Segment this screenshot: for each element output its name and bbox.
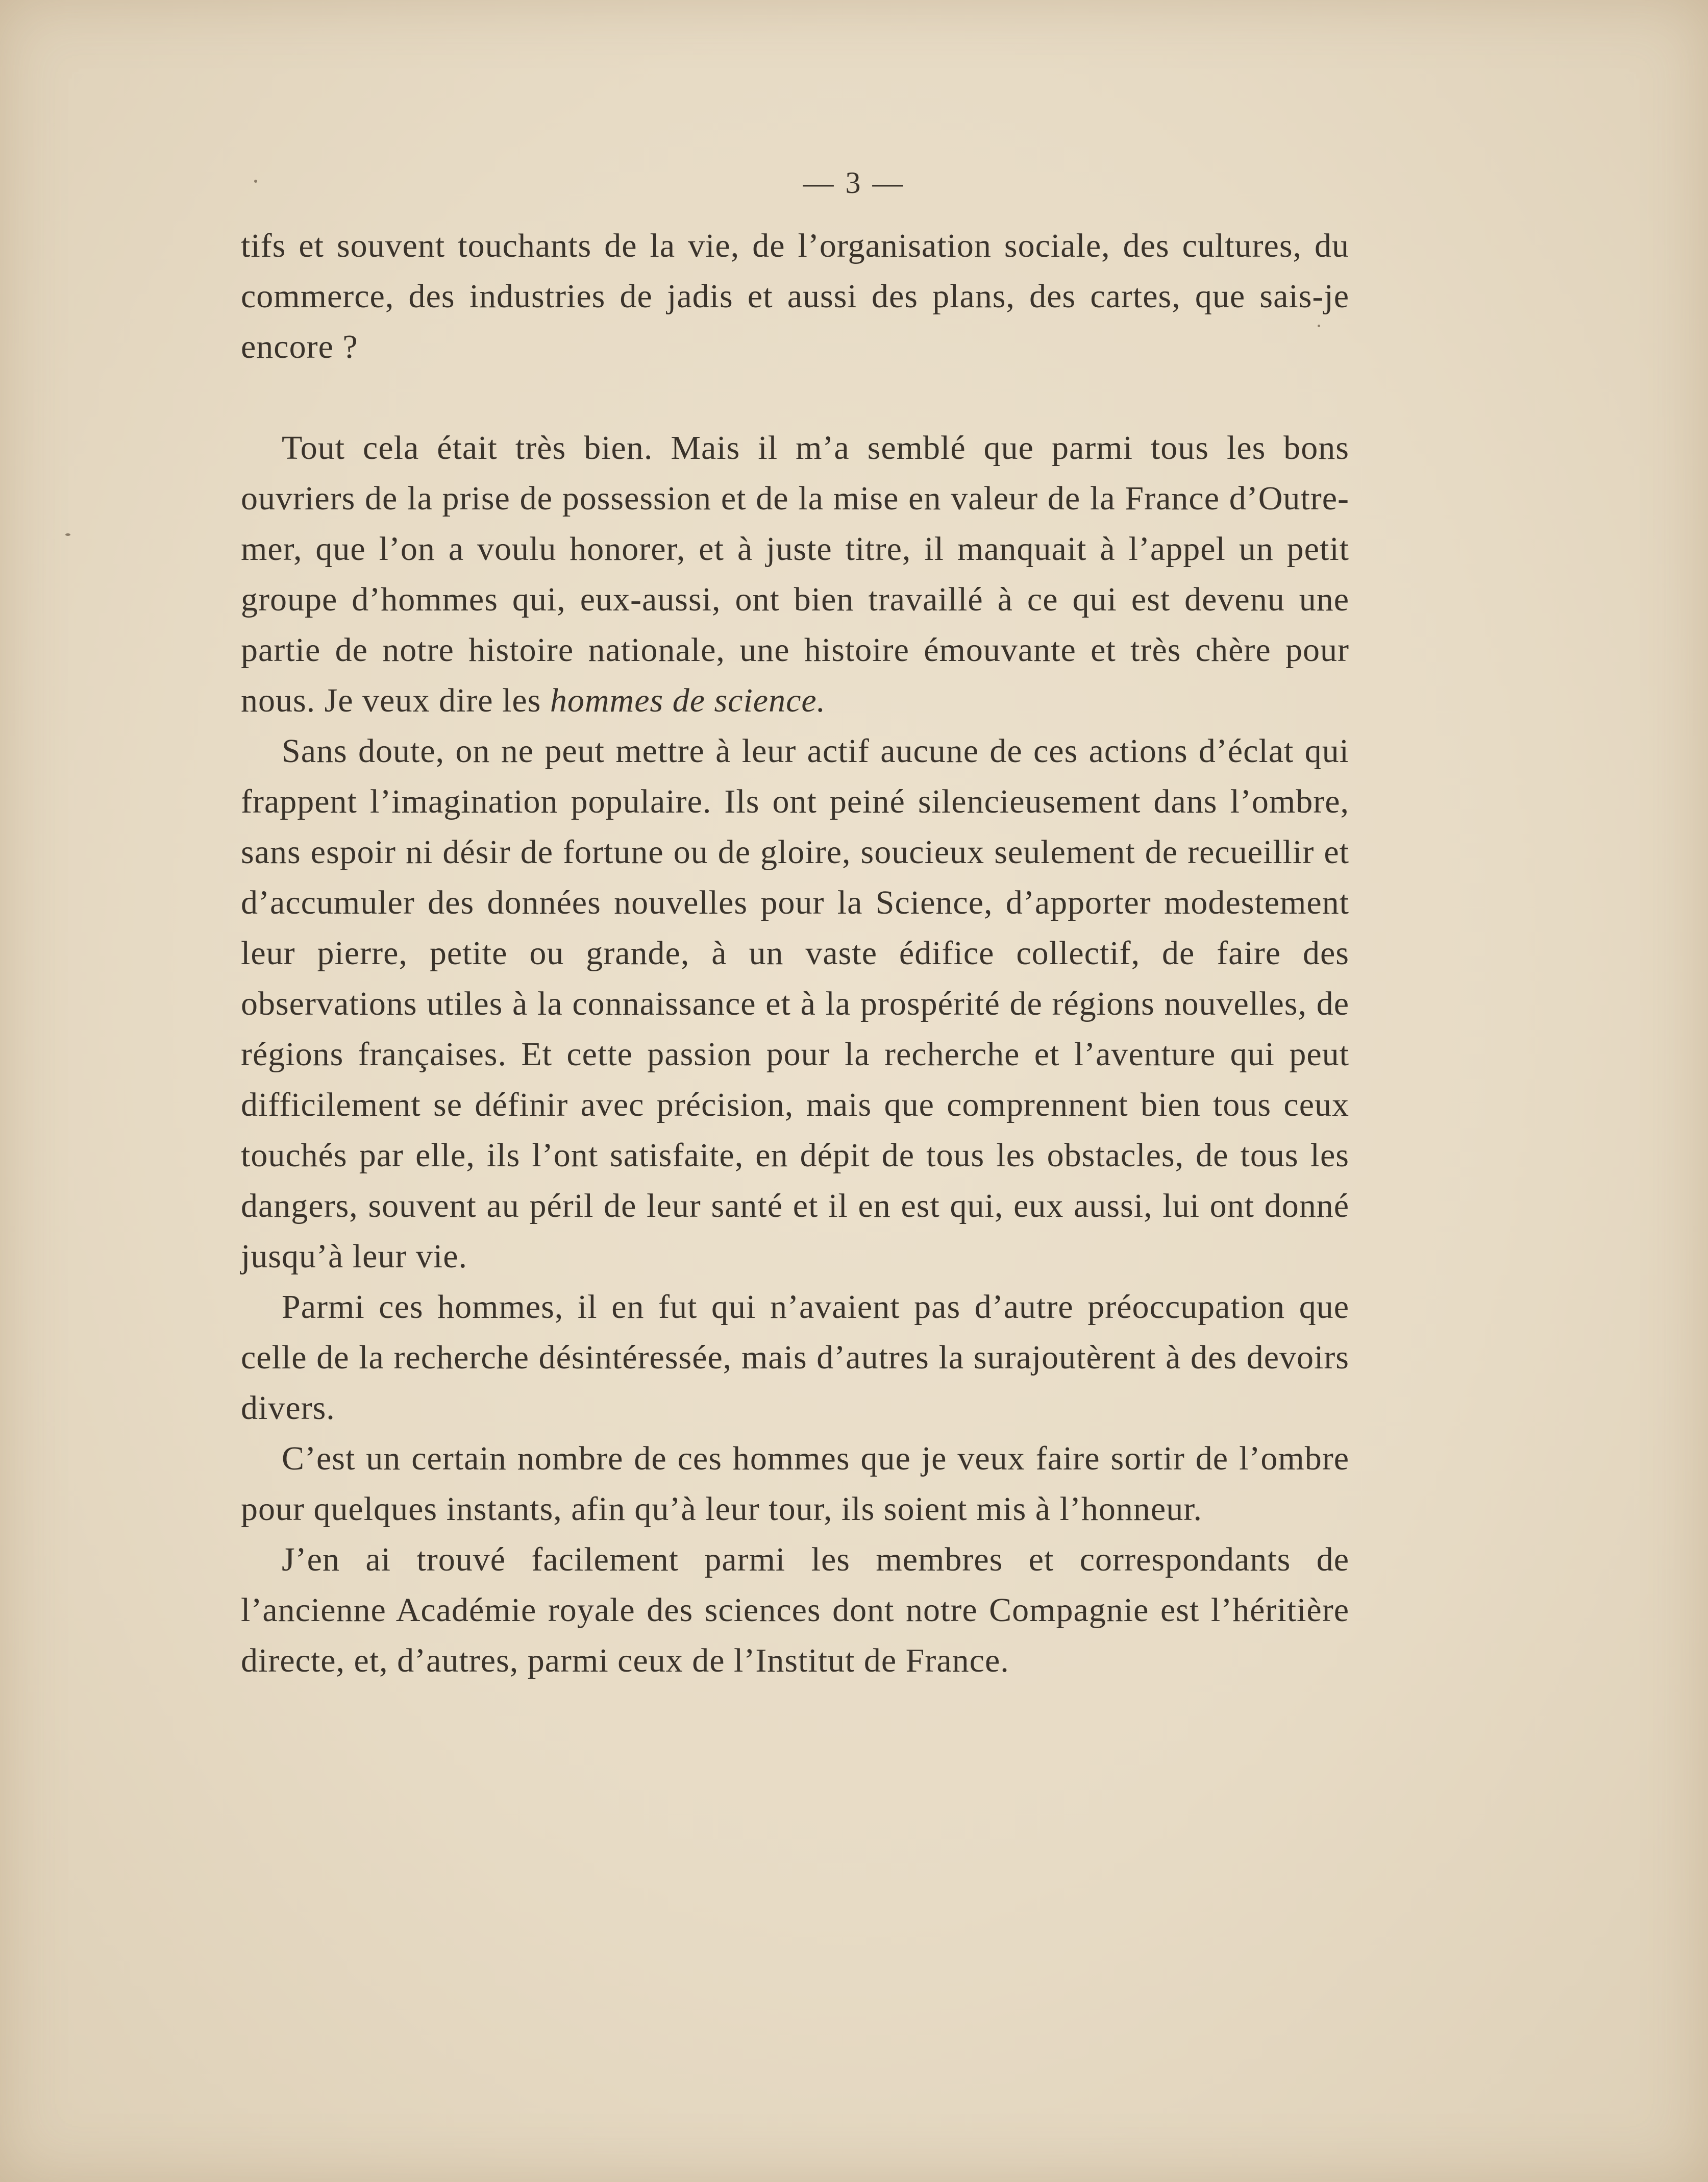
- page-number: — 3 —: [803, 166, 905, 200]
- paragraph: Sans doute, on ne peut mettre à leur actif aucune de ces actions d’éclat qui frappent l’imagination populaire. Ils ont peiné silencieusement dans l’ombre, sans espoir ni désir de fortune ou de gloire, soucieux seulement de recueillir et d’accumuler des données nouvelles pour la Science, d’apporter modestement leur pierre, petite ou grande, à un vaste édifice collectif, de faire des observations utiles à la connaissance et à la prospérité de régions nouvelles, de régions françaises. Et cette passion pour la recherche et l’aventure qui peut difficilement se définir avec précision, mais que comprennent bien tous ceux touchés par elle, ils l’ont satisfaite, en dépit de tous les obstacles, de tous les dangers, souvent au péril de leur santé et il en est qui, eux aussi, lui ont donné jusqu’à leur vie.: [241, 732, 1349, 1275]
- body-text: [241, 220, 1349, 1686]
- paragraph: Parmi ces hommes, il en fut qui n’avaient pas d’autre préoccupation que celle de la recherche désintéressée, mais d’autres la surajoutèrent à des devoirs divers.: [241, 1288, 1349, 1427]
- italic-phrase: hommes de science.: [550, 682, 826, 719]
- paragraph: J’en ai trouvé facilement parmi les membres et correspondants de l’ancienne Académie royale des sciences dont notre Compagnie est l’héritière directe, et, d’autres, parmi ceux de l’Institut de France.: [241, 1541, 1349, 1679]
- paragraph: C’est un certain nombre de ces hommes que je veux faire sortir de l’ombre pour quelques instants, afin qu’à leur tour, ils soient mis à l’honneur.: [241, 1440, 1349, 1528]
- paper-speck: [65, 533, 70, 536]
- paragraph: [241, 423, 1349, 726]
- paragraph-text: Tout cela était très bien. Mais il m’a semblé que parmi tous les bons ouvriers de la prise de possession et de la mise en valeur de la France d’Outre-mer, que l’on a voulu honorer, et à juste titre, il manquait à l’appel un petit groupe d’hommes qui, eux-aussi, ont bien travaillé à ce qui est devenu une partie de notre histoire nationale, une histoire émouvante et très chère pour nous. Je veux dire les: [241, 429, 1349, 719]
- paragraph-continuation: tifs et souvent touchants de la vie, de l’organisation sociale, des cultures, du commerce, des industries de jadis et aussi des plans, des cartes, que sais-je encore ?: [241, 227, 1349, 365]
